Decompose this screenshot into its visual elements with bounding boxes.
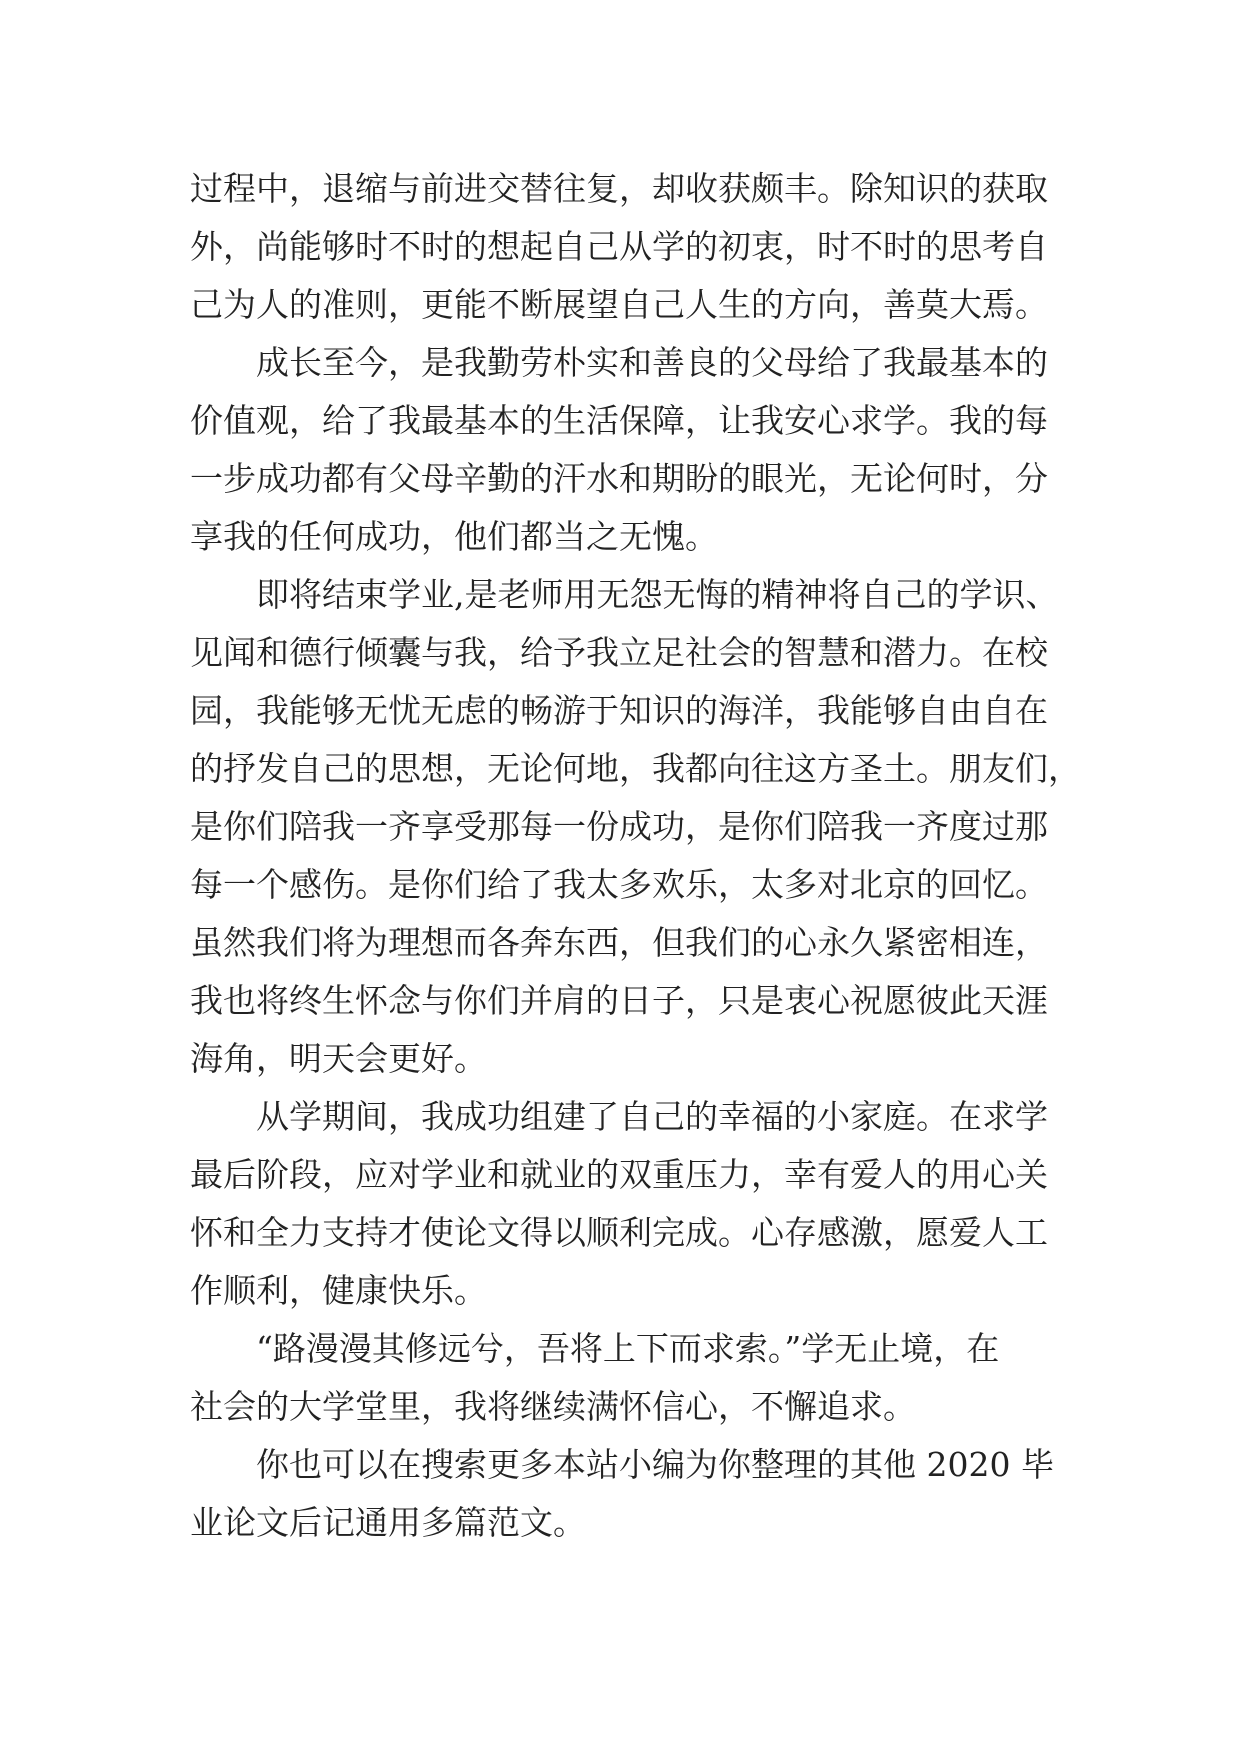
text-line: 从学期间，我成功组建了自己的幸福的小家庭。在求学 (256, 1097, 1048, 1136)
text-line: 成长至今，是我勤劳朴实和善良的父母给了我最基本的 (256, 343, 1048, 382)
text-line: 最后阶段，应对学业和就业的双重压力，幸有爱人的用心关 (190, 1155, 1048, 1194)
paragraph (190, 334, 1070, 566)
text-line: 业论文后记通用多篇范文。 (190, 1503, 586, 1542)
paragraph (190, 1436, 1070, 1552)
text-line: 怀和全力支持才使论文得以顺利完成。心存感激，愿爱人工 (190, 1213, 1048, 1252)
text-line: 每一个感伤。是你们给了我太多欢乐，太多对北京的回忆。 (190, 865, 1048, 904)
text-line: 己为人的准则，更能不断展望自己人生的方向，善莫大焉。 (190, 285, 1048, 324)
text-line: 虽然我们将为理想而各奔东西，但我们的心永久紧密相连， (190, 923, 1048, 962)
text-line: “路漫漫其修远兮，吾将上下而求索。”学无止境，在 (256, 1329, 1000, 1368)
document-body (190, 160, 1081, 1552)
text-line: 我也将终生怀念与你们并肩的日子，只是衷心祝愿彼此天涯 (190, 981, 1048, 1020)
text-line: 价值观，给了我最基本的生活保障，让我安心求学。我的每 (190, 401, 1048, 440)
text-line: 的抒发自己的思想，无论何地，我都向往这方圣土。朋友们， (190, 749, 1081, 788)
text-line: 一步成功都有父母辛勤的汗水和期盼的眼光，无论何时，分 (190, 459, 1048, 498)
text-line: 园，我能够无忧无虑的畅游于知识的海洋，我能够自由自在 (190, 691, 1048, 730)
text-line: 即将结束学业,是老师用无怨无悔的精神将自己的学识、 (256, 575, 1059, 614)
paragraph (190, 566, 1081, 1088)
text-line: 你也可以在搜索更多本站小编为你整理的其他 2020 毕 (256, 1445, 1054, 1484)
text-line: 社会的大学堂里，我将继续满怀信心，不懈追求。 (190, 1387, 916, 1426)
text-line: 作顺利，健康快乐。 (190, 1271, 487, 1310)
text-line: 过程中，退缩与前进交替往复，却收获颇丰。除知识的获取 (190, 169, 1048, 208)
text-line: 见闻和德行倾囊与我，给予我立足社会的智慧和潜力。在校 (190, 633, 1048, 672)
text-line: 海角，明天会更好。 (190, 1039, 487, 1078)
text-line: 享我的任何成功，他们都当之无愧。 (190, 517, 718, 556)
text-line: 是你们陪我一齐享受那每一份成功，是你们陪我一齐度过那 (190, 807, 1048, 846)
paragraph (190, 1320, 1070, 1436)
paragraph (190, 160, 1070, 334)
text-line: 外，尚能够时不时的想起自己从学的初衷，时不时的思考自 (190, 227, 1048, 266)
paragraph (190, 1088, 1070, 1320)
